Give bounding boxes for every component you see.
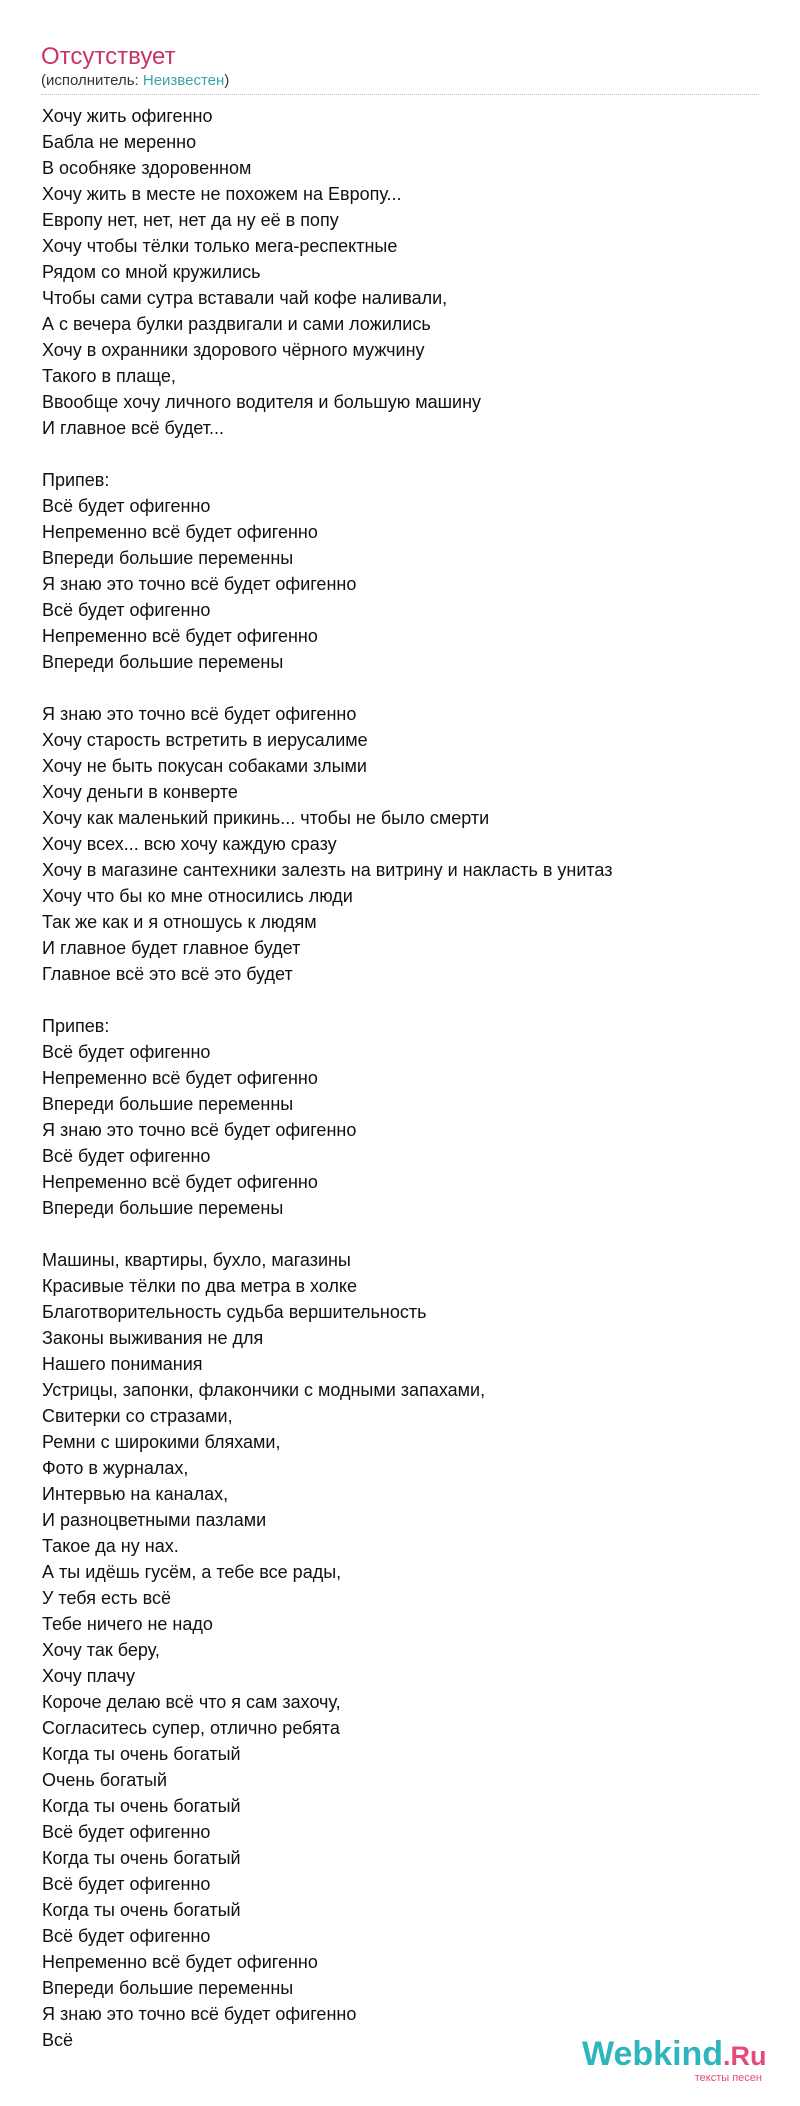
lyric-line: Хочу как маленький прикинь... чтобы не было смерти — [42, 808, 490, 828]
lyric-line: У тебя есть всё — [42, 1588, 171, 1608]
lyric-line: Благотворительность судьба вершительность — [42, 1302, 427, 1322]
lyric-line: Законы выживания не для — [42, 1328, 264, 1348]
lyric-line: Машины, квартиры, бухло, магазины — [42, 1250, 351, 1270]
stanza-break — [42, 441, 762, 467]
lyric-line: Тебе ничего не надо — [42, 1614, 213, 1634]
lyric-line: И главное будет главное будет — [42, 938, 301, 958]
lyric-line: Рядом со мной кружились — [42, 262, 261, 282]
lyric-line: Европу нет, нет, нет да ну её в попу — [42, 210, 339, 230]
lyric-line: Согласитесь супер, отлично ребята — [42, 1718, 340, 1738]
lyric-line: Я знаю это точно всё будет офигенно — [42, 704, 357, 724]
lyric-line: Хочу в охранники здорового чёрного мужчину — [42, 340, 425, 360]
lyric-line: Очень богатый — [42, 1770, 168, 1790]
lyric-line: Чтобы сами сутра вставали чай кофе наливали, — [42, 288, 448, 308]
lyric-line: Когда ты очень богатый — [42, 1796, 241, 1816]
watermark-name: Webkind — [582, 2035, 724, 2073]
lyric-line: Короче делаю всё что я сам захочу, — [42, 1692, 341, 1712]
lyric-line: Впереди большие перемены — [42, 1198, 284, 1218]
lyric-line: Хочу жить офигенно — [42, 106, 213, 126]
lyric-line: Я знаю это точно всё будет офигенно — [42, 574, 357, 594]
lyric-line: Нашего понимания — [42, 1354, 203, 1374]
lyric-line: Впереди большие переменны — [42, 1978, 294, 1998]
lyric-line: Хочу так беру, — [42, 1640, 160, 1660]
lyric-line: Всё будет офигенно — [42, 496, 211, 516]
lyric-line: Непременно всё будет офигенно — [42, 1068, 318, 1088]
lyric-line: Всё будет офигенно — [42, 600, 211, 620]
lyric-line: Такого в плаще, — [42, 366, 176, 386]
lyric-line: Такое да ну нах. — [42, 1536, 179, 1556]
lyric-line: Всё — [42, 2030, 74, 2050]
lyric-line: Интервью на каналах, — [42, 1484, 229, 1504]
watermark-tld: .Ru — [723, 2041, 767, 2071]
lyric-line: Припев: — [42, 470, 110, 490]
stanza-break — [42, 987, 762, 1013]
lyric-line: Устрицы, запонки, флакончики с модными запахами, — [42, 1380, 486, 1400]
lyric-line: Хочу всех... всю хочу каждую сразу — [42, 834, 337, 854]
lyric-line: Хочу что бы ко мне относились люди — [42, 886, 353, 906]
lyric-line: Главное всё это всё это будет — [42, 964, 293, 984]
lyric-line: Всё будет офигенно — [42, 1042, 211, 1062]
lyric-line: Припев: — [42, 1016, 110, 1036]
lyric-line: Хочу плачу — [42, 1666, 136, 1686]
lyric-line: Хочу не быть покусан собаками злыми — [42, 756, 367, 776]
artist-line — [41, 71, 229, 91]
header-divider — [41, 94, 759, 95]
watermark-logo — [582, 2034, 767, 2076]
lyric-line: Непременно всё будет офигенно — [42, 1172, 318, 1192]
lyric-line: А ты идёшь гусём, а тебе все рады, — [42, 1562, 342, 1582]
lyric-line: Ремни с широкими бляхами, — [42, 1432, 281, 1452]
stanza-break — [42, 1221, 762, 1247]
lyric-line: Хочу деньги в конверте — [42, 782, 238, 802]
lyric-line: Непременно всё будет офигенно — [42, 626, 318, 646]
site-watermark — [582, 2034, 778, 2086]
lyric-line: Всё будет офигенно — [42, 1146, 211, 1166]
lyric-line: Хочу в магазине сантехники залезть на витрину и накласть в унитаз — [42, 860, 613, 880]
lyric-line: Хочу старость встретить в иерусалиме — [42, 730, 368, 750]
lyric-line: Впереди большие переменны — [42, 1094, 294, 1114]
lyric-line: Впереди большие переменны — [42, 548, 294, 568]
lyric-line: Я знаю это точно всё будет офигенно — [42, 2004, 357, 2024]
lyric-line: Бабла не меренно — [42, 132, 197, 152]
artist-suffix: ) — [224, 72, 230, 89]
artist-prefix: (исполнитель: — [41, 72, 143, 89]
stanza-break — [42, 675, 762, 701]
lyric-line: Когда ты очень богатый — [42, 1848, 241, 1868]
lyric-line: Когда ты очень богатый — [42, 1900, 241, 1920]
lyric-line: И разноцветными пазлами — [42, 1510, 267, 1530]
song-title: Отсутствует — [41, 43, 176, 70]
lyric-line: Всё будет офигенно — [42, 1874, 211, 1894]
lyrics-text — [42, 103, 762, 2053]
lyric-line: Всё будет офигенно — [42, 1822, 211, 1842]
lyric-line: Хочу чтобы тёлки только мега-респектные — [42, 236, 398, 256]
artist-link[interactable]: Неизвестен — [142, 72, 225, 89]
lyric-line: Хочу жить в месте не похожем на Европу... — [42, 184, 402, 204]
lyric-line: Красивые тёлки по два метра в холке — [42, 1276, 358, 1296]
lyric-line: Когда ты очень богатый — [42, 1744, 241, 1764]
lyric-line: Непременно всё будет офигенно — [42, 522, 318, 542]
lyric-line: Непременно всё будет офигенно — [42, 1952, 318, 1972]
lyric-line: И главное всё будет... — [42, 418, 225, 438]
lyric-line: Фото в журналах, — [42, 1458, 189, 1478]
lyric-line: Я знаю это точно всё будет офигенно — [42, 1120, 357, 1140]
lyric-line: А с вечера булки раздвигали и сами ложились — [42, 314, 431, 334]
lyric-line: Впереди большие перемены — [42, 652, 284, 672]
lyric-line: Так же как и я отношусь к людям — [42, 912, 317, 932]
lyric-line: В особняке здоровенном — [42, 158, 252, 178]
lyric-line: Всё будет офигенно — [42, 1926, 211, 1946]
watermark-tagline: тексты песен — [694, 2072, 762, 2084]
lyric-line: Свитерки со стразами, — [42, 1406, 233, 1426]
lyric-line: Ввообще хочу личного водителя и большую машину — [42, 392, 482, 412]
